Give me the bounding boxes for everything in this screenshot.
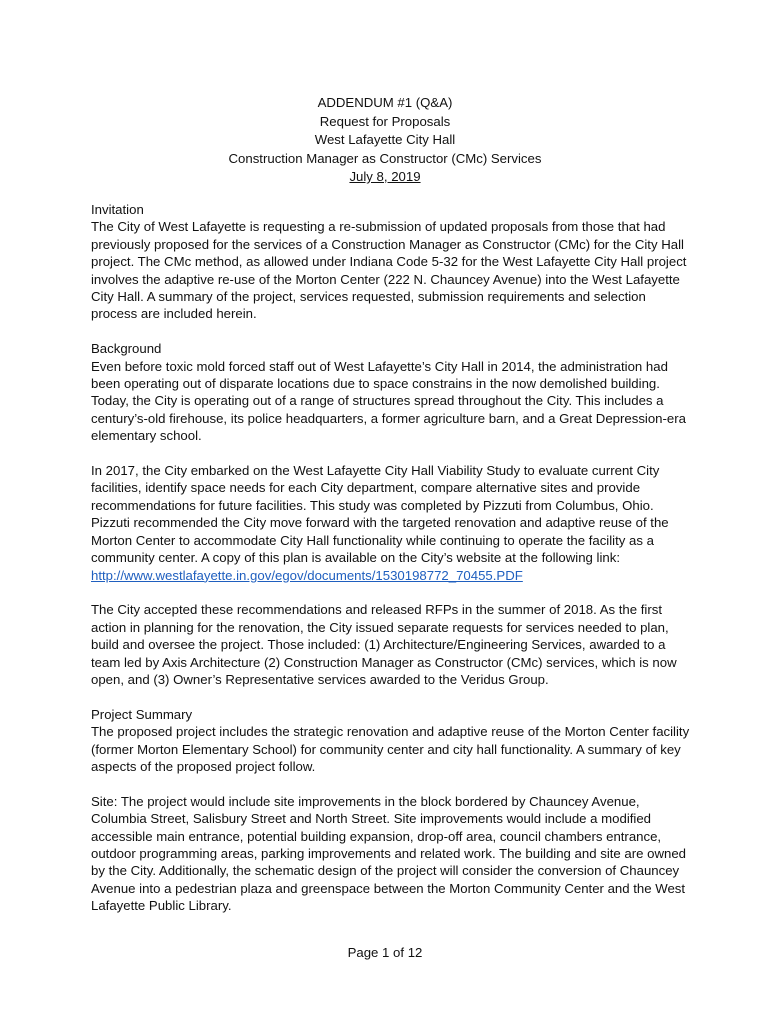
section-project-summary bbox=[91, 706, 691, 915]
background-paragraph-2: In 2017, the City embarked on the West Lafayette City Hall Viability Study to evaluate current City facilities, identify space needs for each City department, compare alternative sites and provide recommendations for future facilities. This study was completed by Pizzuti from Columbus, Ohio. Pizzuti recommended the City move forward with the targeted renovation and adaptive reuse of the Morton Center to accommodate City Hall functionality while continuing to operate the facility as a community center. A copy of this plan is available on the City’s website at the following link: bbox=[91, 463, 669, 566]
background-paragraph-1: Even before toxic mold forced staff out of West Lafayette’s City Hall in 2014, the administration had been operating out of disparate locations due to space constrains in the now demolished building. Today, the City is operating out of a range of structures spread throughout the City. This includes a century’s-old firehouse, its police headquarters, a former agriculture barn, and a Great Depression-era elementary school. bbox=[91, 358, 686, 444]
addendum-title: ADDENDUM #1 (Q&A) bbox=[317, 95, 453, 110]
background-link-line bbox=[91, 567, 691, 584]
background-paragraph-3: The City accepted these recommendations and released RFPs in the summer of 2018. As the first action in planning for the renovation, the City issued separate requests for services needed to plan, build and oversee the project. Those included: (1) Architecture/Engineering Services, awarded to a team led by Axis Architecture (2) Construction Manager as Constructor (CMc) services, which is now open, and (3) Owner’s Representative services awarded to the Veridus Group. bbox=[91, 602, 677, 687]
document-header bbox=[0, 94, 770, 187]
project-summary-paragraph-1: The proposed project includes the strategic renovation and adaptive reuse of the Morton Center facility (former Morton Elementary School) for community center and city hall functionality. A summary of key aspects of the proposed project follow. bbox=[91, 724, 690, 774]
services-title: Construction Manager as Constructor (CMc) Services bbox=[228, 150, 542, 166]
section-heading-background: Background bbox=[91, 341, 162, 357]
document-date: July 8, 2019 bbox=[349, 169, 421, 184]
section-heading-project-summary: Project Summary bbox=[91, 706, 193, 722]
section-invitation bbox=[91, 201, 691, 323]
viability-study-link[interactable]: http://www.westlafayette.in.gov/egov/documents/1530198772_70455.PDF bbox=[91, 567, 523, 583]
rfp-title: Request for Proposals bbox=[319, 113, 451, 129]
section-heading-invitation: Invitation bbox=[91, 202, 144, 217]
document-body bbox=[91, 201, 691, 932]
project-title: West Lafayette City Hall bbox=[314, 132, 456, 147]
project-summary-site-paragraph: Site: The project would include site improvements in the block bordered by Chauncey Avenue, Columbia Street, Salisbury Street and North Street. Site improvements would include a modified accessible main entrance, potential building expansion, drop-off area, council chambers entrance, outdoor programming areas, parking improvements and related work. The building and site are owned by the City. Additionally, the schematic design of the project will consider the conversion of Chauncey Avenue into a pedestrian plaza and greenspace between the Morton Community Center and the West Lafayette Public Library. bbox=[91, 793, 686, 914]
page-number: Page 1 of 12 bbox=[347, 945, 423, 960]
section-background bbox=[91, 340, 691, 688]
invitation-paragraph: The City of West Lafayette is requesting a re-submission of updated proposals from those that had previously proposed for the services of a Construction Manager as Constructor (CMc) for the City Hall project. The CMc method, as allowed under Indiana Code 5-32 for the West Lafayette City Hall project involves the adaptive re-use of the Morton Center (222 N. Chauncey Avenue) into the West Lafayette City Hall. A summary of the project, services requested, submission requirements and selection process are included herein. bbox=[91, 219, 687, 322]
